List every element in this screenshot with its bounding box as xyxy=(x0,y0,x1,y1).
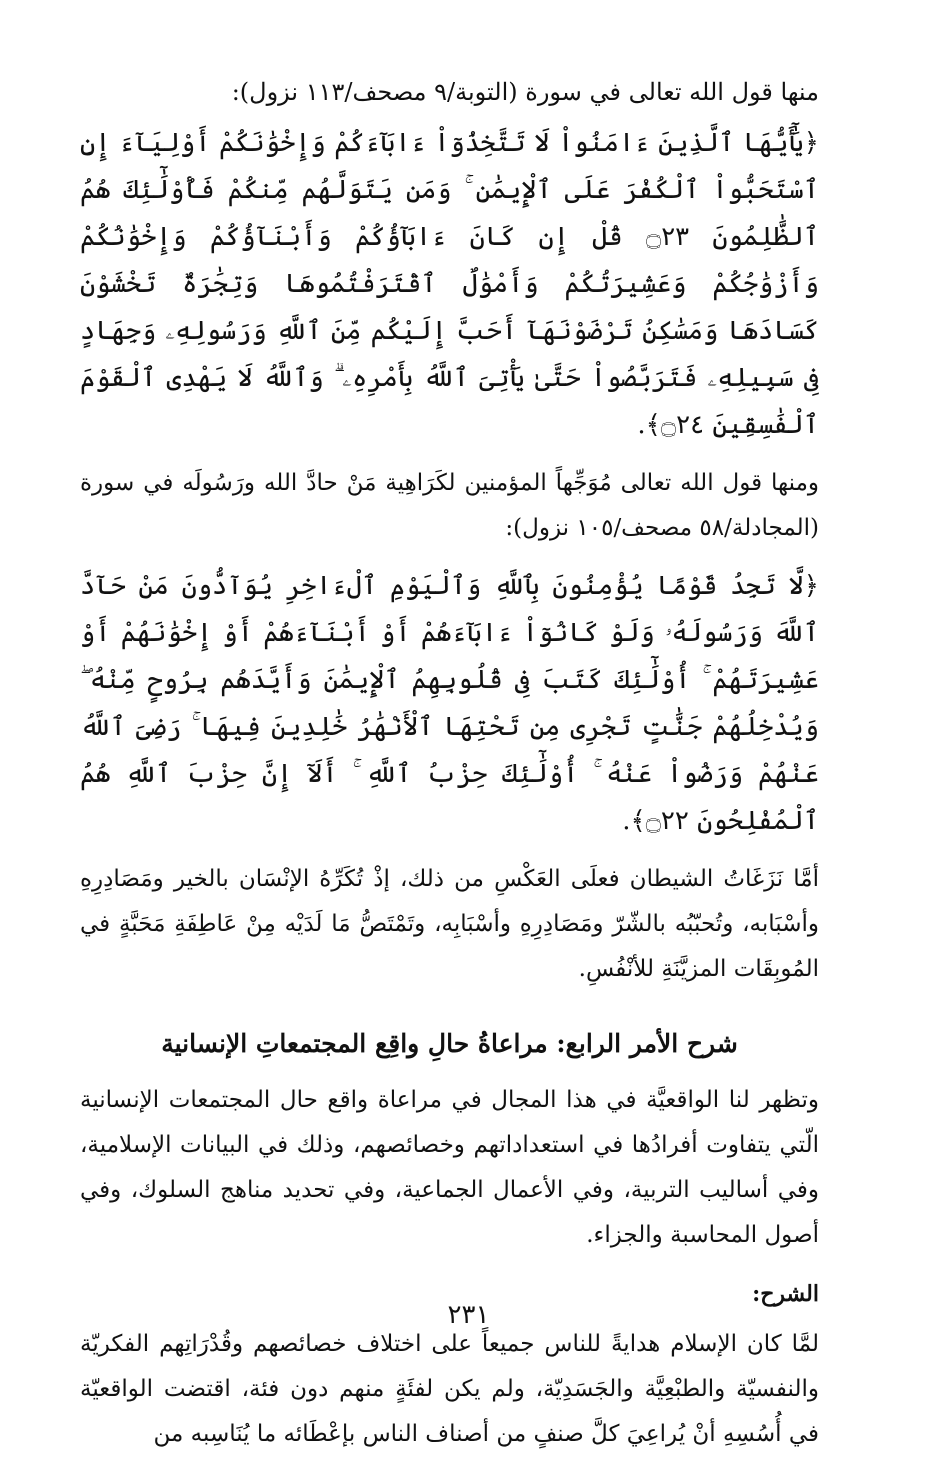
intro-mujadalah: ومنها قول الله تعالى مُوَجِّهاً المؤمنين لكَرَاهِية مَنْ حادَّ الله ورَسُولَه في سورة (المجادلة/٥٨ مصحف/١٠٥ نزول): xyxy=(80,470,819,541)
quran-verse-tawbah: ﴿يَٰٓأَيُّهَا ٱلَّذِينَ ءَامَنُواْ لَا تَتَّخِذُوٓاْ ءَابَآءَكُمْ وَإِخْوَٰنَكُمْ أَوْلِيَآءَ إِنِ ٱسْتَحَبُّواْ ٱلْكُفْرَ عَلَى ٱلْإِيمَٰنِ ۚ وَمَن يَتَوَلَّهُم مِّنكُمْ فَأُوْلَٰٓئِكَ هُمُ ٱلظَّٰلِمُونَ ۝٢٣ قُلْ إِن كَانَ ءَابَآؤُكُمْ وَأَبْنَآؤُكُمْ وَإِخْوَٰنُكُمْ وَأَزْوَٰجُكُمْ وَعَشِيرَتُكُمْ وَأَمْوَٰلٌ ٱقْتَرَفْتُمُوهَا وَتِجَٰرَةٌ تَخْشَوْنَ كَسَادَهَا وَمَسَٰكِنُ تَرْضَوْنَهَآ أَحَبَّ إِلَيْكُم مِّنَ ٱللَّهِ وَرَسُولِهِۦ وَجِهَادٍ فِى سَبِيلِهِۦ فَتَرَبَّصُواْ حَتَّىٰ يَأْتِىَ ٱللَّهُ بِأَمْرِهِۦ ۗ وَٱللَّهُ لَا يَهْدِى ٱلْقَوْمَ ٱلْفَٰسِقِينَ ۝٢٤﴾. xyxy=(80,128,819,440)
paragraph-waqiiyya: وتظهر لنا الواقعيَّة في هذا المجال في مراعاة واقع حال المجتمعات الإنسانية الّتي يتفاوت أفرادُها في استعداداتهم وخصائصهم، وذلك في البيانات الإسلامية، وفي أساليب التربية، وفي الأعمال الجماعية، وفي تحديد مناهج السلوك، وفي أصول المحاسبة والجزاء. xyxy=(80,1087,819,1248)
sharh-label: الشرح: xyxy=(752,1281,819,1307)
intro-tawbah: منها قول الله تعالى في سورة (التوبة/٩ مصحف/١١٣ نزول): xyxy=(231,78,819,106)
page-number: ٢٣١ xyxy=(447,1300,490,1330)
paragraph-shaytan: أمَّا نَزَغَاتُ الشيطان فعلَى العَكْسِ من ذلك، إذْ تُكَرِّهُ الإنْسَان بالخير ومَصَادِرِهِ وأسْبَابه، وتُحبّبُه بالشّرّ ومَصَادِرِهِ وأسْبَابِه، وتَمْتَصُّ مَا لَدَيْه مِنْ عَاطِفَةِ مَحَبَّةٍ في المُوبِقَات المزيَّنَةِ للأنْفُسِ. xyxy=(80,866,819,982)
paragraph-islam: لمَّا كان الإسلام هدايةً للناس جميعاً على اختلاف خصائصهم وقُدْرَاتِهم الفكريّة والنفسيّة والطبْعِيَّة والجَسَدِيّة، ولم يكن لفئَةٍ منهم دون فئة، اقتضت الواقعيّة في أُسُسِهِ أنْ يُراعِيَ كلَّ صنفٍ من أصناف الناس بإعْطَائه ما يُنَاسِبه من xyxy=(80,1331,819,1447)
quran-verse-mujadalah: ﴿لَّا تَجِدُ قَوْمًا يُؤْمِنُونَ بِٱللَّهِ وَٱلْيَوْمِ ٱلْءَاخِرِ يُوَآدُّونَ مَنْ حَآدَّ ٱللَّهَ وَرَسُولَهُۥ وَلَوْ كَانُوٓاْ ءَابَآءَهُمْ أَوْ أَبْنَآءَهُمْ أَوْ إِخْوَٰنَهُمْ أَوْ عَشِيرَتَهُمْ ۚ أُوْلَٰٓئِكَ كَتَبَ فِى قُلُوبِهِمُ ٱلْإِيمَٰنَ وَأَيَّدَهُم بِرُوحٍ مِّنْهُ ۖ وَيُدْخِلُهُمْ جَنَّٰتٍ تَجْرِى مِن تَحْتِهَا ٱلْأَنْهَٰرُ خَٰلِدِينَ فِيهَا ۚ رَضِىَ ٱللَّهُ عَنْهُمْ وَرَضُواْ عَنْهُ ۚ أُوْلَٰٓئِكَ حِزْبُ ٱللَّهِ ۚ أَلَآ إِنَّ حِزْبَ ٱللَّهِ هُمُ ٱلْمُفْلِحُونَ ۝٢٢﴾. xyxy=(80,571,819,836)
section-heading: شرح الأمر الرابع: مراعاةُ حالِ واقِع المجتمعاتِ الإنسانية xyxy=(161,1029,738,1058)
